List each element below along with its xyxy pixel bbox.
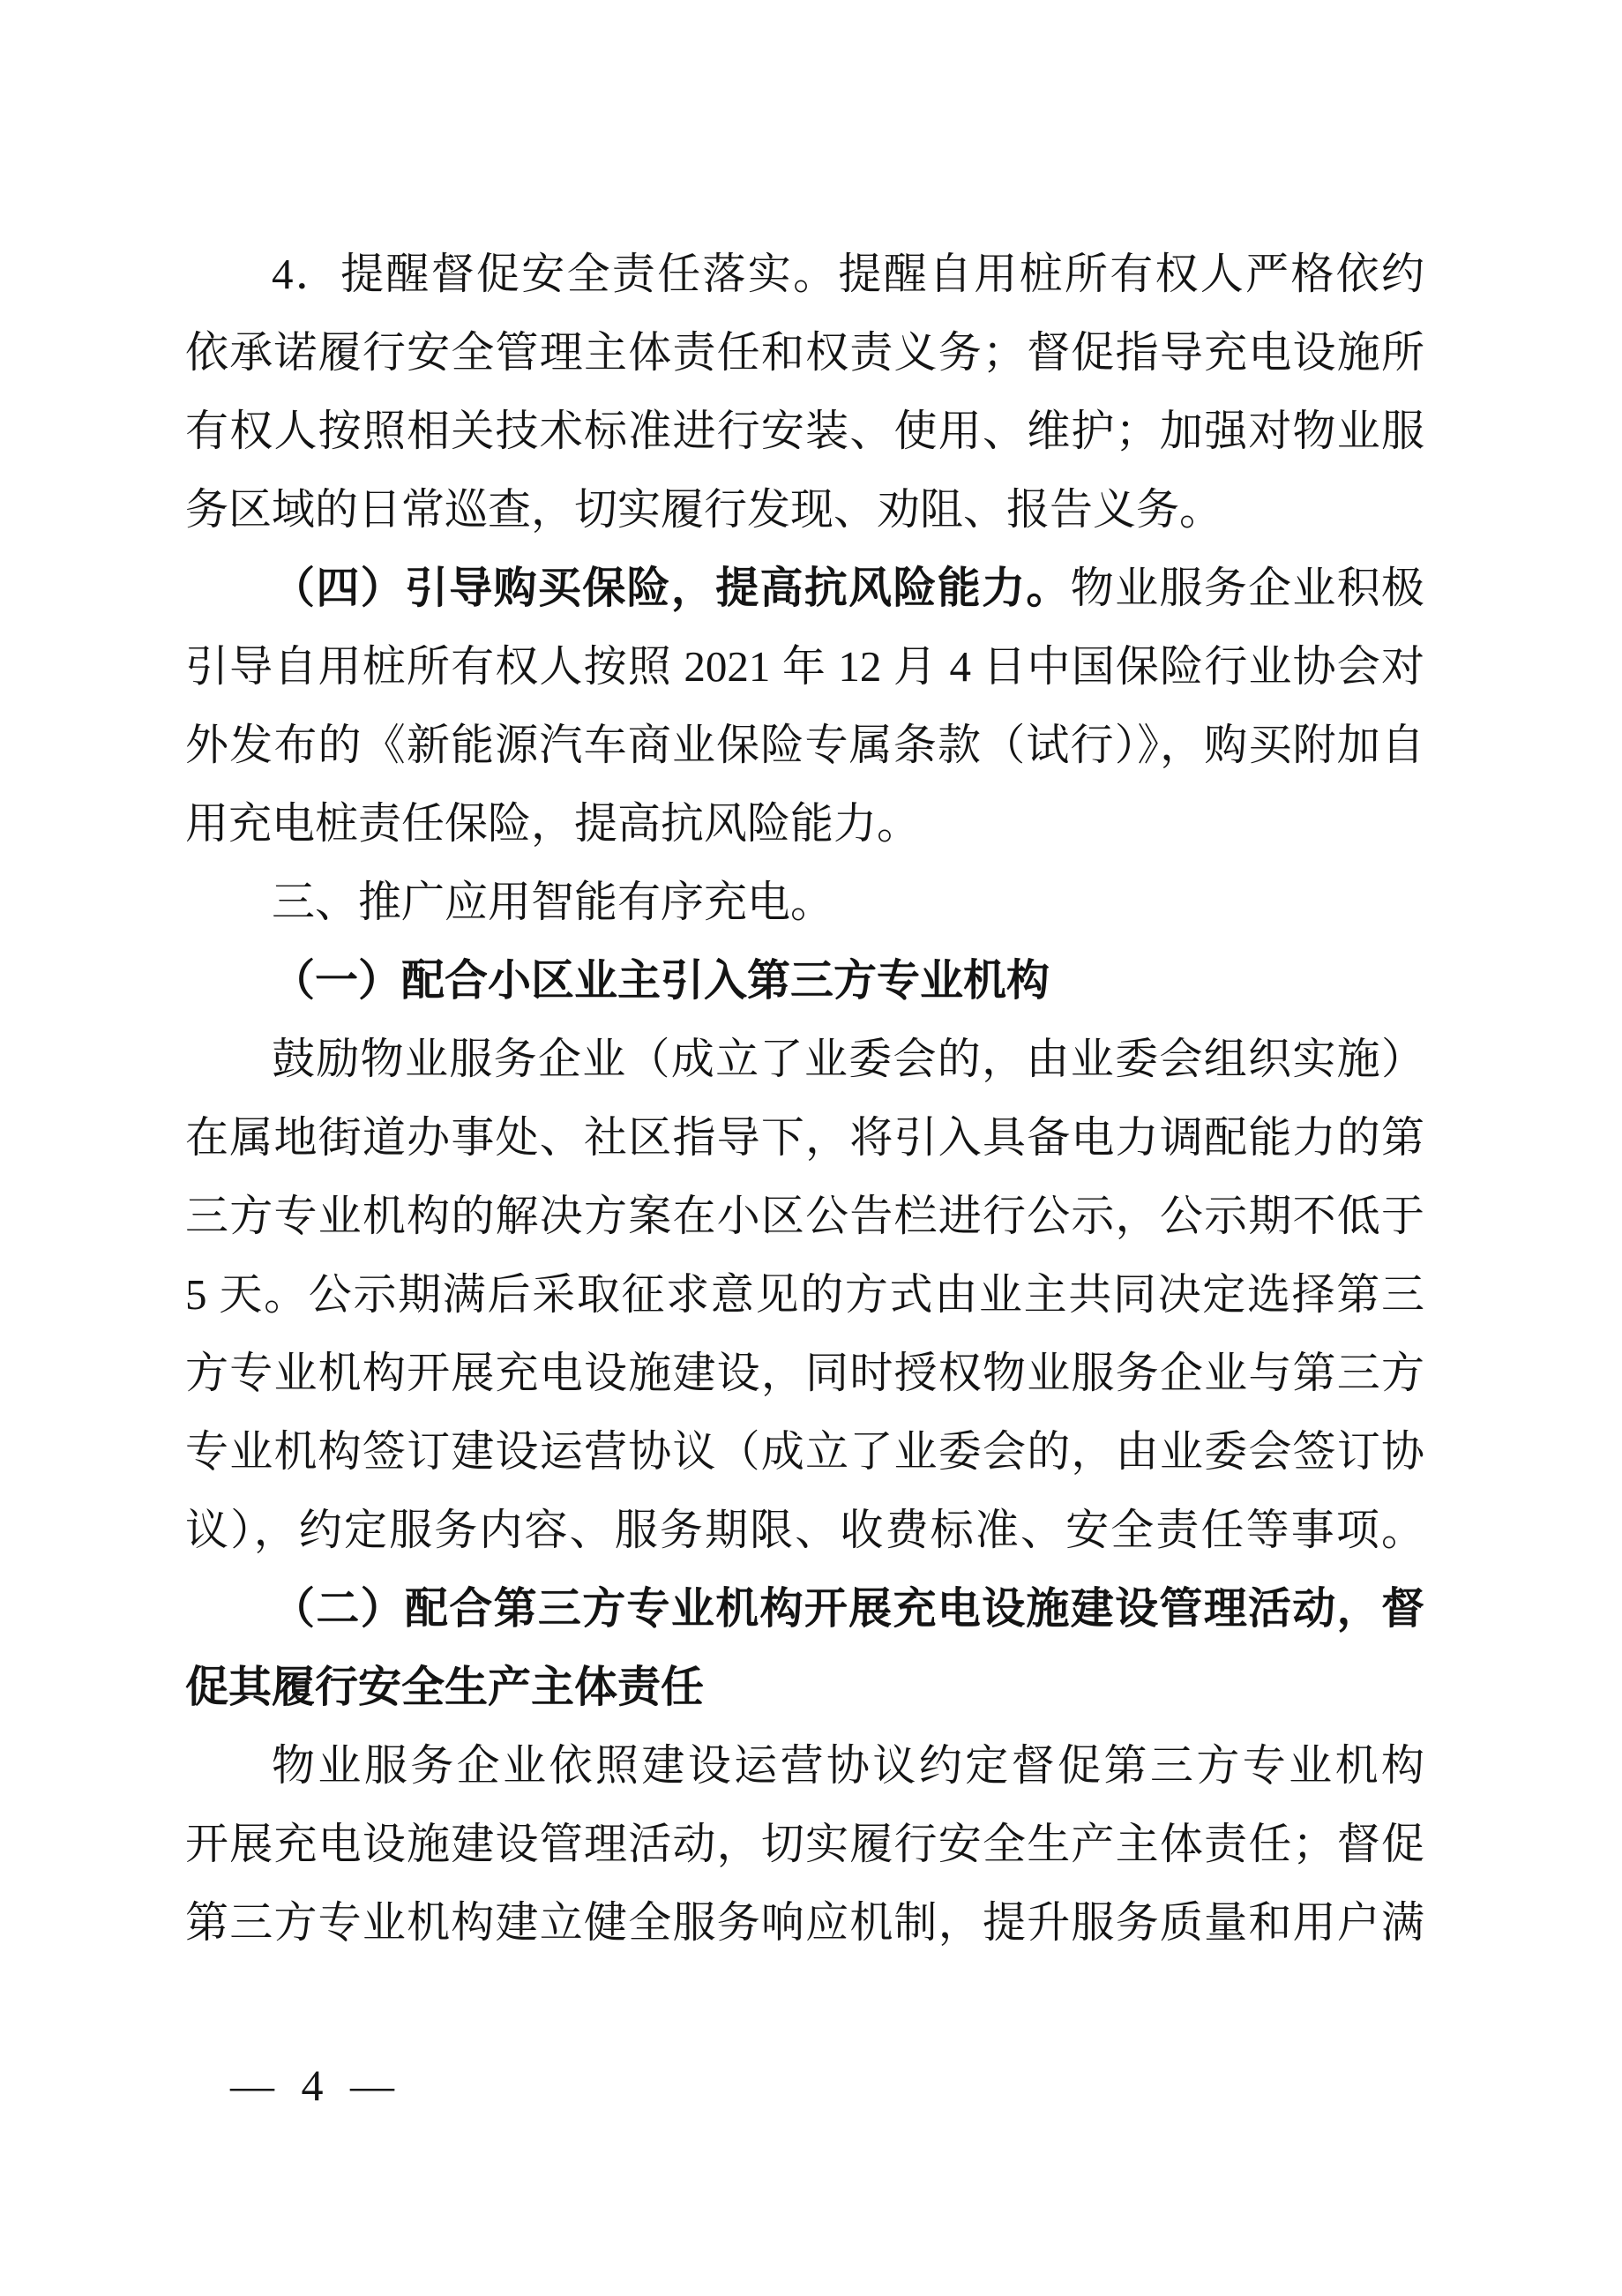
text-segment: 方专业机构开展充电设施建设，同时授权物业服务企业与第三方 [185, 1349, 1424, 1397]
text-segment: 依承诺履行安全管理主体责任和权责义务；督促指导充电设施所 [185, 328, 1424, 377]
text-line [185, 863, 1424, 941]
text-line [185, 1334, 1424, 1412]
text-line [185, 1569, 1424, 1648]
text-line [185, 627, 1424, 706]
text-line [185, 1726, 1424, 1805]
text-line [185, 941, 1424, 1020]
text-segment: 务区域的日常巡查，切实履行发现、劝阻、报告义务。 [185, 485, 1223, 534]
text-line [185, 313, 1424, 392]
text-line [185, 1255, 1424, 1334]
text-line [185, 235, 1424, 313]
document-body [185, 235, 1424, 1962]
text-line [185, 784, 1424, 863]
text-line [185, 549, 1424, 627]
text-segment: 第三方专业机构建立健全服务响应机制，提升服务质量和用户满 [185, 1898, 1424, 1947]
text-segment: 开展充电设施建设管理活动，切实履行安全生产主体责任；督促 [185, 1820, 1424, 1868]
bold-text-segment: （一）配合小区业主引入第三方专业机构 [272, 956, 1050, 1005]
text-segment: 在属地街道办事处、社区指导下，将引入具备电力调配能力的第 [185, 1113, 1424, 1162]
text-segment: 外发布的《新能源汽车商业保险专属条款（试行）》，购买附加自 [185, 721, 1424, 769]
text-segment: 用充电桩责任保险，提高抗风险能力。 [185, 799, 921, 848]
text-segment: 专业机构签订建设运营协议（成立了业委会的，由业委会签订协 [185, 1427, 1424, 1476]
text-segment: 物业服务企业积极 [1070, 564, 1424, 612]
text-segment: 议），约定服务内容、服务期限、收费标准、安全责任等事项。 [185, 1506, 1424, 1554]
text-line [185, 1020, 1424, 1098]
text-segment: 鼓励物业服务企业（成立了业委会的，由业委会组织实施） [272, 1035, 1424, 1083]
text-line [185, 1883, 1424, 1962]
text-line [185, 1098, 1424, 1177]
text-segment: 5 天。公示期满后采取征求意见的方式由业主共同决定选择第三 [185, 1270, 1424, 1319]
text-segment: 三、推广应用智能有序充电。 [272, 878, 834, 926]
bold-text-segment: 促其履行安全生产主体责任 [185, 1663, 705, 1711]
text-segment: 有权人按照相关技术标准进行安装、使用、维护；加强对物业服 [185, 407, 1424, 455]
text-line [185, 1648, 1424, 1726]
page-number: — 4 — [230, 2060, 402, 2110]
text-segment: 引导自用桩所有权人按照 2021 年 12 月 4 日中国保险行业协会对 [185, 642, 1424, 691]
bold-text-segment: （四）引导购买保险，提高抗风险能力。 [272, 564, 1071, 612]
text-line [185, 1412, 1424, 1491]
text-segment: 4．提醒督促安全责任落实。提醒自用桩所有权人严格依约 [272, 250, 1424, 298]
text-segment: 物业服务企业依照建设运营协议约定督促第三方专业机构 [272, 1741, 1424, 1790]
text-line [185, 392, 1424, 470]
bold-text-segment: （二）配合第三方专业机构开展充电设施建设管理活动，督 [272, 1584, 1424, 1633]
text-line [185, 1805, 1424, 1883]
text-line [185, 470, 1424, 549]
text-line [185, 706, 1424, 784]
text-line [185, 1491, 1424, 1569]
text-segment: 三方专业机构的解决方案在小区公告栏进行公示，公示期不低于 [185, 1192, 1424, 1240]
text-line [185, 1177, 1424, 1255]
